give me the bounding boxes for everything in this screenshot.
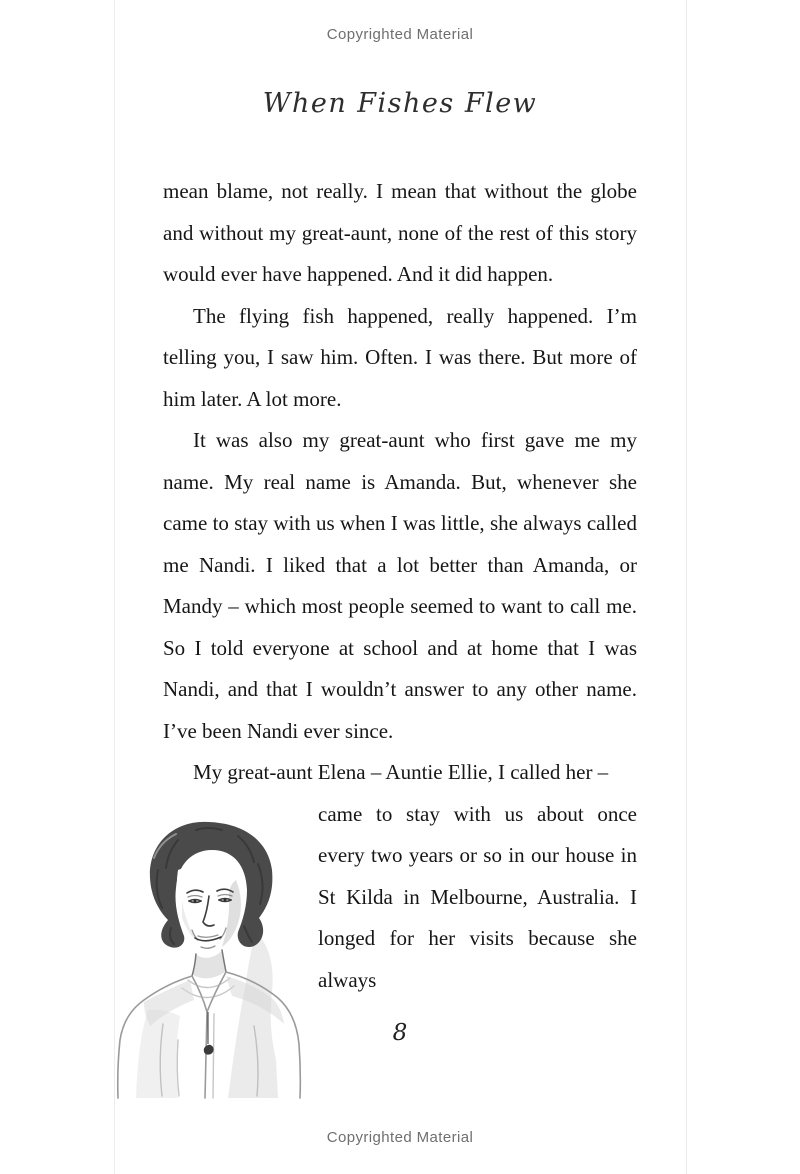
paragraph: The flying fish happened, really happened. I’m telling you, I saw him. Often. I was there. But more of him later. A lot more. bbox=[163, 303, 637, 411]
paragraph-with-illustration bbox=[163, 794, 637, 1002]
page-number: 8 bbox=[392, 1020, 408, 1046]
page-edge-right bbox=[686, 0, 687, 1174]
aunt-sketch-svg bbox=[108, 800, 308, 1100]
great-aunt-portrait-illustration bbox=[108, 800, 308, 1100]
body-text bbox=[163, 171, 637, 1100]
paragraph: It was also my great-aunt who first gave me my name. My real name is Amanda. But, whenever she came to stay with us when I was little, she always called me Nandi. I liked that a lot better than Amanda, or Mandy – which most people seemed to want to call me. So I told everyone at school and at home that I was Nandi, and that I wouldn’t answer to any other name. I’ve been Nandi ever since. bbox=[163, 428, 637, 743]
paragraph: My great-aunt Elena – Auntie Ellie, I called her – bbox=[193, 760, 609, 784]
paragraph: came to stay with us about once every two years or so in our house in St Kilda in Melbourne, Australia. I longed for her visits because she always bbox=[318, 801, 637, 992]
book-title-header: When Fishes Flew bbox=[262, 88, 538, 119]
paragraph: mean blame, not really. I mean that without the globe and without my great-aunt, none of the rest of this story would ever have happened. And it did happen. bbox=[163, 179, 637, 286]
copyright-notice-top: Copyrighted Material bbox=[326, 26, 474, 43]
copyright-notice-bottom: Copyrighted Material bbox=[326, 1129, 474, 1146]
